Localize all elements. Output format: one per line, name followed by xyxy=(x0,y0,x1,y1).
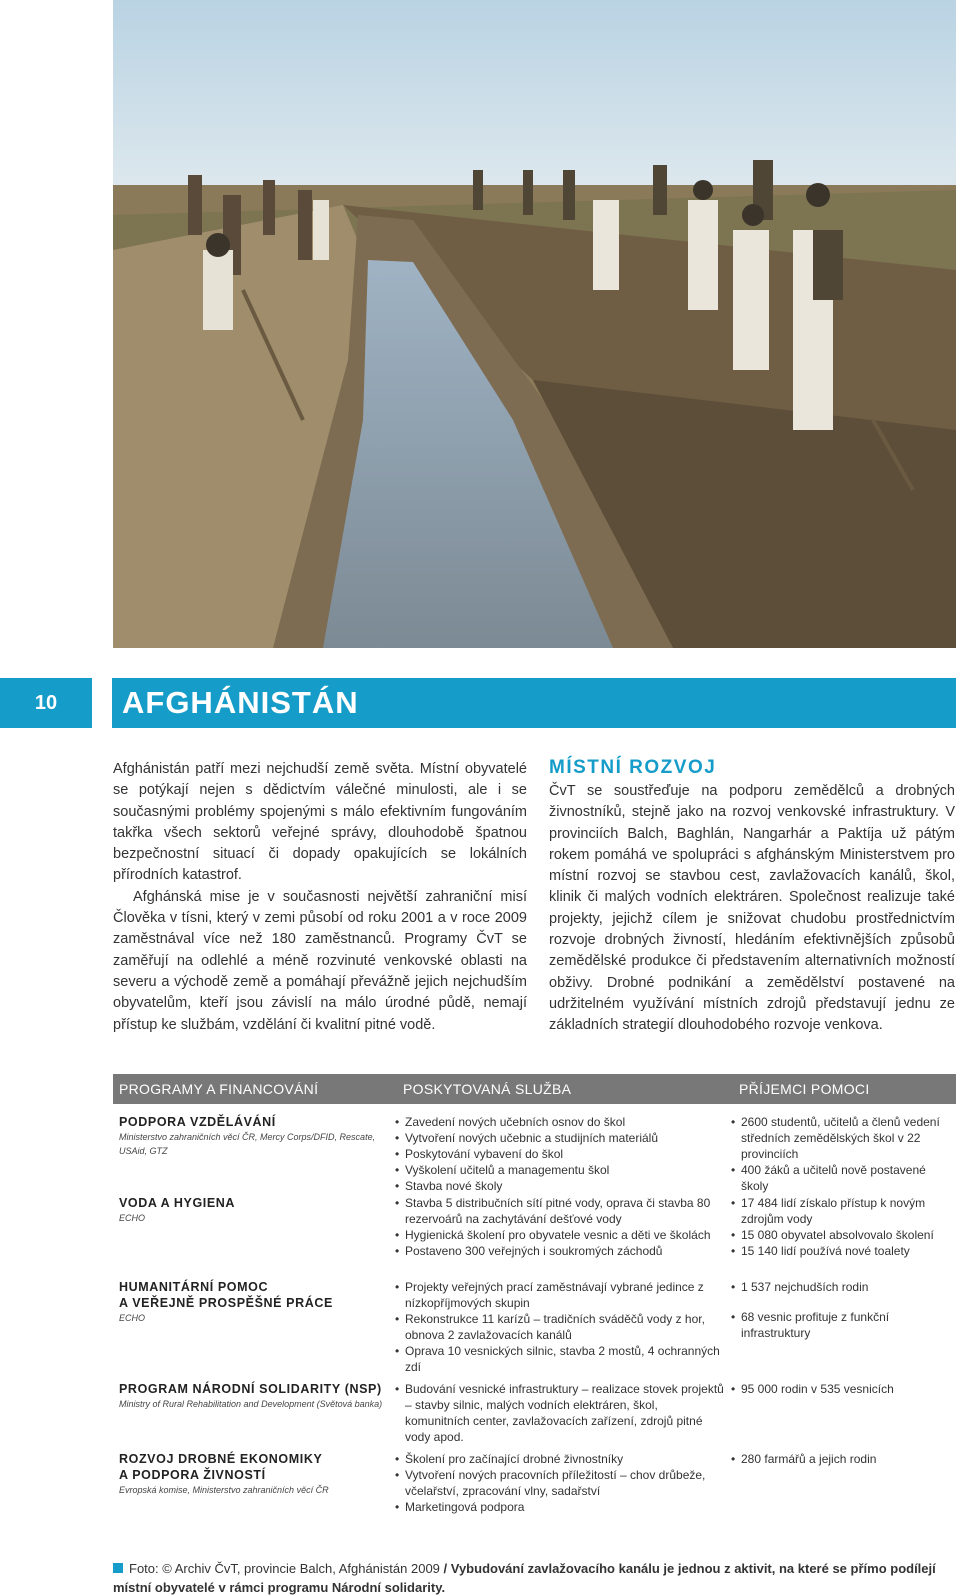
beneficiaries-list xyxy=(731,1381,956,1397)
header-programs: PROGRAMY A FINANCOVÁNÍ xyxy=(119,1081,319,1097)
service-item: • Zavedení nových učebních osnov do škol xyxy=(395,1114,725,1130)
beneficiary-item: • 15 140 lidí používá nové toalety xyxy=(731,1243,956,1259)
intro-paragraph-2: Afghánská mise je v současnosti největší zahraniční misí Člověka v tísni, který v zemi působí od roku 2001 a v roce 2009 zaměstnával více než 180 zaměstnanců. Programy ČvT se zaměřují na odlehlé a méně rozvinuté venkovské oblasti na severu a východě země a pomáhají převážně jejich nejchudším obyvatelům, kteří jsou závislí na málo úrodné půdě, nemají přístup ke službám, vzdělání či kvalitní pitné vodě. xyxy=(113,888,527,1033)
intro-column xyxy=(113,759,527,1036)
program-donors: Ministerstvo zahraničních věcí ČR, Mercy Corps/DFID, Rescate, USAid, GTZ xyxy=(119,1132,376,1156)
header-services: POSKYTOVANÁ SLUŽBA xyxy=(403,1081,572,1097)
services-list xyxy=(395,1381,725,1445)
program-donors: ECHO xyxy=(119,1213,146,1223)
beneficiaries-list xyxy=(731,1195,956,1259)
beneficiary-item: • 17 484 lidí získalo přístup k novým zdrojům vody xyxy=(731,1195,956,1227)
service-item: • Projekty veřejných prací zaměstnávají vybrané jedince z nízkopříjmových skupin xyxy=(395,1279,725,1311)
services-list xyxy=(395,1114,725,1194)
services-list xyxy=(395,1195,725,1259)
service-item: • Hygienická školení pro obyvatele vesnic a děti ve školách xyxy=(395,1227,725,1243)
service-item: • Vytvoření nových pracovních příležitostí – chov drůbeže, včelařství, zpracování vlny, sadařství xyxy=(395,1467,725,1499)
programs-table xyxy=(113,1074,956,1514)
beneficiary-item: • 15 080 obyvatel absolvovalo školení xyxy=(731,1227,956,1243)
caption-marker xyxy=(113,1563,123,1573)
service-item: • Vyškolení učitelů a managementu škol xyxy=(395,1162,725,1178)
canal-illustration xyxy=(113,0,956,648)
program-donors: Ministry of Rural Rehabilitation and Development (Světová banka) xyxy=(119,1399,383,1409)
beneficiary-item: • 68 vesnic profituje z funkční infrastruktury xyxy=(731,1309,956,1341)
program-name: PODPORA VZDĚLÁVÁNÍ xyxy=(119,1115,276,1129)
caption-text: Vybudování zavlažovacího kanálu je jednou z aktivit, na které se přímo podílejí místní obyvatelé v rámci programu Národní solidarity. xyxy=(113,1561,936,1595)
service-item: • Stavba 5 distribučních sítí pitné vody, oprava či stavba 80 rezervoárů na zachytávání dešťové vody xyxy=(395,1195,725,1227)
page-number: 10 xyxy=(34,691,58,714)
local-development-paragraph: ČvT se soustřeďuje na podporu zemědělců a drobných živnostníků, stejně jako na rozvoj venkovské infrastruktury. V provinciích Balch, Baghlán, Nangarhár a Paktíja už pátým rokem pomáhá ve spolupráci s afghánským Ministerstvem pro místní rozvoj se stavbou cest, zavlažovacích kanálů, škol, klinik či malých vodních elektráren. Společnost realizuje také projekty, jejichž cílem je snižovat chudobu prostřednictvím rozvoje drobných živností, hledáním efektivnějších způsobů zemědělské produkce či představením alternativních možností obživy. Drobné podnikání a zemědělství postavené na udržitelném využívání místních zdrojů představují jednu ze základních strategií dlouhodobého rozvoje venkova. xyxy=(549,783,955,1034)
service-item: • Marketingová podpora xyxy=(395,1499,725,1515)
program-name-line-1: HUMANITÁRNÍ POMOC xyxy=(119,1280,269,1294)
service-item: • Stavba nové školy xyxy=(395,1178,725,1194)
local-development-column xyxy=(549,757,955,1037)
services-list xyxy=(395,1451,725,1515)
canal-photo xyxy=(113,0,956,648)
photo-caption xyxy=(113,1559,956,1595)
program-donors: Evropská komise, Ministerstvo zahraničních věcí ČR xyxy=(119,1485,329,1495)
service-item: • Rekonstrukce 11 karízů – tradičních sváděčů vody z hor, obnova 2 zavlažovacích kanálů xyxy=(395,1311,725,1343)
header-beneficiaries: PŘÍJEMCI POMOCI xyxy=(739,1081,870,1097)
beneficiary-item: • 400 žáků a učitelů nově postavené školy xyxy=(731,1162,956,1194)
intro-paragraph-1: Afghánistán patří mezi nejchudší země světa. Místní obyvatelé se potýkají nejen s dědictvím válečné minulosti, ale i se současnými problémy spojenými s málo efektivním fungováním takřka všech sektorů veřejné správy, dlouhodobě špatnou bezpečnostní situací či dopady opakujících se lokálních přírodních katastrof. xyxy=(113,761,527,884)
service-item: • Vytvoření nových učebnic a studijních materiálů xyxy=(395,1130,725,1146)
program-name-line-1: ROZVOJ DROBNÉ EKONOMIKY xyxy=(119,1452,323,1466)
band-gap xyxy=(92,678,112,728)
page-title: AFGHÁNISTÁN xyxy=(122,685,359,720)
beneficiary-item: • 2600 studentů, učitelů a členů vedení středních zemědělských škol v 22 provinciích xyxy=(731,1114,956,1162)
service-item: • Poskytování vybavení do škol xyxy=(395,1146,725,1162)
beneficiaries-list xyxy=(731,1451,956,1467)
service-item: • Školení pro začínající drobné živnostníky xyxy=(395,1451,725,1467)
section-heading: MÍSTNÍ ROZVOJ xyxy=(549,757,717,778)
program-donors: ECHO xyxy=(119,1313,146,1323)
service-item: • Budování vesnické infrastruktury – realizace stovek projektů – stavby silnic, malých vodních elektráren, škol, komunitních center, zavlažovacích zařízení, zdrojů pitné vody apod. xyxy=(395,1381,725,1445)
table-header xyxy=(113,1074,956,1104)
service-item: • Postaveno 300 veřejných i soukromých záchodů xyxy=(395,1243,725,1259)
program-name: PROGRAM NÁRODNÍ SOLIDARITY (NSP) xyxy=(119,1382,382,1396)
program-name: VODA A HYGIENA xyxy=(119,1196,236,1210)
service-item: • Oprava 10 vesnických silnic, stavba 2 mostů, 4 ochranných zdí xyxy=(395,1343,725,1375)
caption-credit: Foto: © Archiv ČvT, provincie Balch, Afghánistán 2009 xyxy=(129,1561,440,1576)
program-name-line-2: A PODPORA ŽIVNOSTÍ xyxy=(119,1468,266,1482)
beneficiaries-list xyxy=(731,1279,956,1341)
beneficiary-item: • 1 537 nejchudších rodin xyxy=(731,1279,956,1295)
beneficiary-item: • 95 000 rodin v 535 vesnicích xyxy=(731,1381,956,1397)
caption-separator: / xyxy=(439,1561,451,1576)
beneficiary-item: • 280 farmářů a jejich rodin xyxy=(731,1451,956,1467)
program-name-line-2: A VEŘEJNĚ PROSPĚŠNÉ PRÁCE xyxy=(119,1296,333,1310)
services-list xyxy=(395,1279,725,1375)
beneficiaries-list xyxy=(731,1114,956,1194)
